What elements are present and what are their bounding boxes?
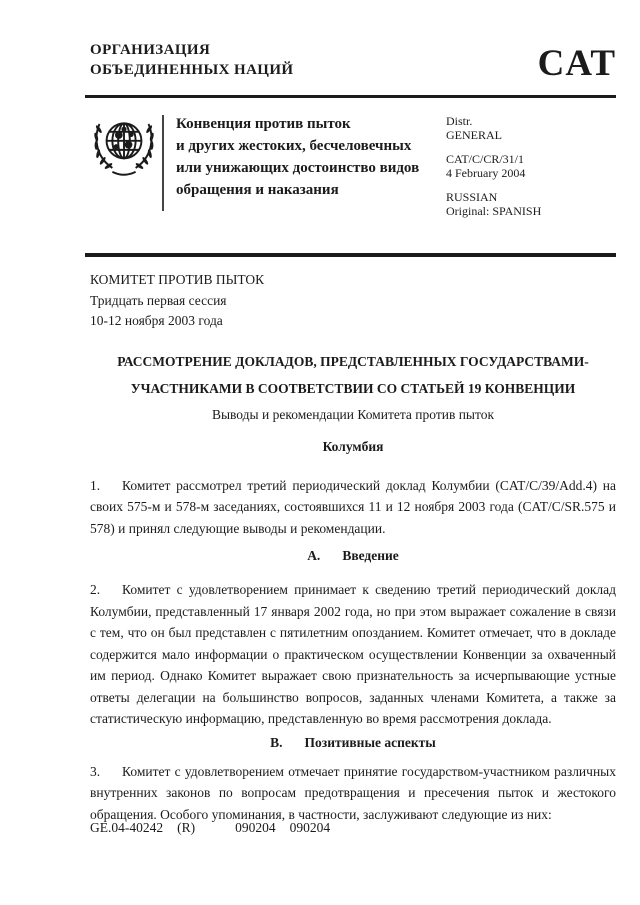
page-footer bbox=[90, 820, 330, 836]
paragraph-2 bbox=[90, 579, 616, 730]
session-dates: 10-12 ноября 2003 года bbox=[90, 313, 223, 328]
distribution-block bbox=[446, 113, 616, 229]
footer-date-1: 090204 bbox=[235, 820, 276, 835]
symbol-group bbox=[446, 153, 616, 180]
convention-title-line: обращения и наказания bbox=[176, 182, 339, 198]
document-title: РАССМОТРЕНИЕ ДОКЛАДОВ, ПРЕДСТАВЛЕННЫХ ГОСУДАРСТВАМИ-УЧАСТНИКАМИ В СООТВЕТСТВИИ СО СТАТЬЕЙ 19 КОНВЕНЦИИ bbox=[117, 353, 589, 396]
section-title: Позитивные аспекты bbox=[304, 734, 436, 750]
section-letter: B. bbox=[270, 734, 283, 750]
convention-title bbox=[164, 113, 446, 229]
document-subtitle: Выводы и рекомендации Комитета против пыток bbox=[211, 406, 495, 422]
header-band bbox=[90, 113, 616, 229]
paragraph-text: Комитет с удовлетворением отмечает принятие государством-участником различных внутренних законов по вопросам предотвращения и пресечения пыток и жестокого обращения. Особого упоминания, в частности, заслуживают следующие из них: bbox=[90, 763, 616, 822]
paragraph-number: 3. bbox=[90, 763, 101, 779]
section-title: Введение bbox=[342, 548, 399, 563]
section-heading-b bbox=[90, 733, 616, 753]
doc-symbol-large: CAT bbox=[537, 43, 616, 84]
org-name-line1: ОРГАНИЗАЦИЯ bbox=[90, 42, 211, 58]
section-letter: A. bbox=[307, 548, 321, 563]
horizontal-rule-bottom bbox=[85, 253, 616, 257]
org-name bbox=[90, 40, 294, 80]
paragraph-number: 2. bbox=[90, 582, 101, 597]
doc-date: 4 February 2004 bbox=[446, 165, 526, 180]
language-code: (R) bbox=[177, 820, 196, 835]
doc-language: RUSSIAN bbox=[446, 190, 498, 204]
footer-date-2: 090204 bbox=[289, 820, 331, 835]
horizontal-rule-top bbox=[85, 95, 616, 98]
paragraph-text: Комитет с удовлетворением принимает к сведению третий периодический доклад Колумбии, представленный 17 января 2002 года, но при этом выражает сожаление в связи с тем, что он был представлен с пятилетним опозданием. Комитет отмечает, что в докладе содержится мало информации о практическом осуществлении Конвенции за охваченный им период. Однако Комитет выражает свою признательность за исчерпывающие устные ответы делегации на большинство вопросов, заданных членами Комитета, а также за статистическую информацию, представленную во время рассмотрения доклада. bbox=[90, 582, 616, 726]
paragraph-3 bbox=[90, 761, 616, 826]
paragraph-number: 1. bbox=[90, 477, 101, 493]
convention-title-line: и других жестоких, бесчеловечных bbox=[176, 138, 412, 154]
un-emblem-icon bbox=[90, 113, 162, 229]
doc-symbol: CAT/C/CR/31/1 bbox=[446, 152, 525, 166]
convention-title-line: или унижающих достоинство видов bbox=[176, 160, 420, 176]
ge-number: GE.04-40242 bbox=[90, 820, 164, 835]
convention-title-line: Конвенция против пыток bbox=[176, 116, 351, 132]
doc-original-language: Original: SPANISH bbox=[446, 203, 542, 218]
language-group bbox=[446, 191, 616, 218]
section-heading-a bbox=[90, 546, 616, 566]
country-heading: Колумбия bbox=[322, 438, 384, 454]
session-number: Тридцать первая сессия bbox=[90, 292, 227, 308]
committee-name: КОМИТЕТ ПРОТИВ ПЫТОК bbox=[90, 272, 265, 287]
session-block bbox=[90, 270, 616, 332]
distr-label: Distr. bbox=[446, 114, 473, 128]
org-name-line2: ОБЪЕДИНЕННЫХ НАЦИЙ bbox=[90, 62, 294, 78]
masthead bbox=[90, 40, 616, 90]
paragraph-1 bbox=[90, 475, 616, 540]
distr-group bbox=[446, 115, 616, 142]
distr-value: GENERAL bbox=[446, 127, 502, 142]
paragraph-text: Комитет рассмотрел третий периодический доклад Колумбии (CAT/C/39/Add.4) на своих 575-м и 578-м заседаниях, состоявшихся 11 и 12 ноября 2003 года (CAT/C/SR.575 и 578) и принял следующие выводы и рекомендации. bbox=[90, 477, 616, 536]
